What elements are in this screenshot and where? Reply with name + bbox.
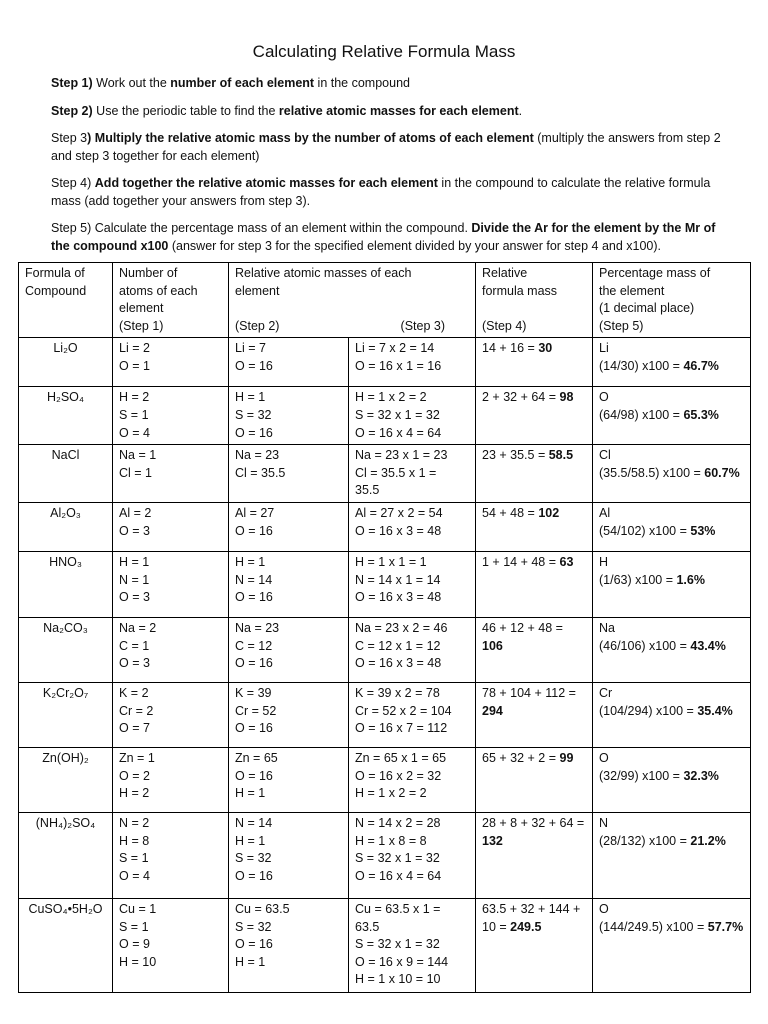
atom-count: H = 2 xyxy=(119,786,150,801)
atomic-mass: O = 16 xyxy=(235,656,273,671)
formula-cell: Na₂CO₃ xyxy=(19,617,113,682)
atom-count: Cr = 2 xyxy=(119,703,154,718)
step-3 xyxy=(51,129,731,165)
table-row xyxy=(19,502,751,551)
step-emphasis: Step 2) xyxy=(51,104,93,118)
formula-mass-sum: 28 + 8 + 32 + 64 = xyxy=(482,815,585,830)
table-row xyxy=(19,682,751,747)
atom-count: Na = 2 xyxy=(119,620,157,635)
formula-mass-result: 132 xyxy=(482,833,503,848)
atomic-mass-cell xyxy=(229,898,349,992)
percentage-result: 1.6% xyxy=(676,572,705,587)
mass-calc-cell xyxy=(349,617,476,682)
formula-mass-cell xyxy=(476,445,593,503)
step-2 xyxy=(51,102,731,120)
atomic-mass: H = 1 xyxy=(235,833,266,848)
mass-calc: Zn = 65 x 1 = 65 xyxy=(355,750,447,765)
atomic-mass: S = 32 xyxy=(235,851,272,866)
formula-cell: K₂Cr₂O₇ xyxy=(19,682,113,747)
percentage-cell xyxy=(593,387,751,445)
mass-calc: O = 16 x 3 = 48 xyxy=(355,656,442,671)
percentage-result: 32.3% xyxy=(683,768,719,783)
percentage-calc: (14/30) x100 = 46.7% xyxy=(599,358,719,373)
step-text: (answer for step 3 for the specified element divided by your answer for step 4 and x100). xyxy=(168,239,662,253)
percentage-element: Al xyxy=(599,505,611,520)
percentage-result: 21.2% xyxy=(690,833,726,848)
atoms-cell xyxy=(113,812,229,898)
atomic-mass: O = 16 xyxy=(235,590,273,605)
atomic-mass-cell xyxy=(229,387,349,445)
atom-count: O = 4 xyxy=(119,425,150,440)
mass-calc: Na = 23 x 2 = 46 xyxy=(355,620,448,635)
mass-calc: O = 16 x 4 = 64 xyxy=(355,868,442,883)
formula-mass-cell xyxy=(476,502,593,551)
mass-calc: O = 16 x 4 = 64 xyxy=(355,425,442,440)
step-text: in the compound to calculate the relative formula mass (add together your answers from step 3). xyxy=(51,176,711,208)
formula-mass-result: 63 xyxy=(559,554,574,569)
step-text: Step 4) xyxy=(51,176,95,190)
mass-calc: C = 12 x 1 = 12 xyxy=(355,638,441,653)
header-step-2: (Step 2) xyxy=(235,318,280,333)
atoms-cell xyxy=(113,682,229,747)
page-title: Calculating Relative Formula Mass xyxy=(252,42,516,61)
percentage-cell xyxy=(593,551,751,617)
formula-mass-result: 98 xyxy=(559,390,574,405)
atom-count: N = 2 xyxy=(119,815,150,830)
atomic-mass: N = 14 xyxy=(235,815,273,830)
atomic-mass-cell xyxy=(229,502,349,551)
mass-calc: Na = 23 x 1 = 23 xyxy=(355,448,448,463)
atom-count: O = 1 xyxy=(119,358,150,373)
percentage-cell xyxy=(593,502,751,551)
header-relative-formula-mass: Relative formula mass (Step 4) xyxy=(476,263,593,338)
formula-mass-cell xyxy=(476,617,593,682)
mass-calc-cell xyxy=(349,747,476,812)
atom-count: Li = 2 xyxy=(119,341,150,356)
mass-calc-cell xyxy=(349,445,476,503)
percentage-result: 43.4% xyxy=(690,638,726,653)
atom-count: H = 8 xyxy=(119,833,150,848)
atomic-mass: O = 16 xyxy=(235,721,273,736)
atoms-cell xyxy=(113,387,229,445)
atom-count: O = 3 xyxy=(119,590,150,605)
percentage-calc: (32/99) x100 = 32.3% xyxy=(599,768,719,783)
atomic-mass: H = 1 xyxy=(235,786,266,801)
mass-calc: K = 39 x 2 = 78 xyxy=(355,685,440,700)
atom-count: Na = 1 xyxy=(119,448,157,463)
formula-mass-result: 102 xyxy=(538,505,560,520)
mass-calc: H = 1 x 8 = 8 xyxy=(355,833,427,848)
percentage-calc: (64/98) x100 = 65.3% xyxy=(599,407,719,422)
atomic-mass: H = 1 xyxy=(235,554,266,569)
percentage-calc: (28/132) x100 = 21.2% xyxy=(599,833,726,848)
percentage-calc: (35.5/58.5) x100 = 60.7% xyxy=(599,465,740,480)
atoms-cell xyxy=(113,898,229,992)
step-text: Use the periodic table to find the xyxy=(92,104,279,118)
formula-mass-result: 58.5 xyxy=(548,448,574,463)
mass-calc: O = 16 x 1 = 16 xyxy=(355,358,442,373)
header-formula: Formula of Compound xyxy=(19,263,113,338)
step-emphasis: Step 1) xyxy=(51,76,93,90)
mass-calc: 35.5 xyxy=(355,483,380,498)
header-atoms: Number of atoms of each element (Step 1) xyxy=(113,263,229,338)
formula-mass-result: 30 xyxy=(538,341,553,356)
atoms-cell xyxy=(113,338,229,387)
mass-calc: 63.5 xyxy=(355,919,380,934)
step-emphasis: Add together the relative atomic masses for each element xyxy=(94,176,438,190)
atom-count: Cu = 1 xyxy=(119,901,157,916)
formula-mass-cell xyxy=(476,812,593,898)
formula-mass-sum: 1 + 14 + 48 = xyxy=(482,554,560,569)
mass-calc: O = 16 x 3 = 48 xyxy=(355,523,442,538)
mass-calc-cell xyxy=(349,551,476,617)
atomic-mass-cell xyxy=(229,617,349,682)
mass-calc-cell xyxy=(349,898,476,992)
formula-cell: Zn(OH)₂ xyxy=(19,747,113,812)
atomic-mass-cell xyxy=(229,812,349,898)
percentage-element: O xyxy=(599,750,609,765)
percentage-element: Cr xyxy=(599,685,613,700)
atomic-mass: Na = 23 xyxy=(235,620,280,635)
percentage-calc: (46/106) x100 = 43.4% xyxy=(599,638,726,653)
atoms-cell xyxy=(113,551,229,617)
percentage-element: H xyxy=(599,554,609,569)
percentage-cell xyxy=(593,445,751,503)
atom-count: O = 3 xyxy=(119,523,150,538)
atom-count: H = 2 xyxy=(119,390,150,405)
formula-cell: (NH₄)₂SO₄ xyxy=(19,812,113,898)
atomic-mass: Zn = 65 xyxy=(235,750,278,765)
atom-count: S = 1 xyxy=(119,851,149,866)
atomic-mass: O = 16 xyxy=(235,768,273,783)
atomic-mass-cell xyxy=(229,338,349,387)
atomic-mass: H = 1 xyxy=(235,390,266,405)
mass-calc: N = 14 x 2 = 28 xyxy=(355,815,441,830)
atom-count: Al = 2 xyxy=(119,505,152,520)
formula-mass-sum: 23 + 35.5 = xyxy=(482,448,549,463)
percentage-calc: (1/63) x100 = 1.6% xyxy=(599,572,705,587)
atomic-mass: C = 12 xyxy=(235,638,273,653)
percentage-cell xyxy=(593,747,751,812)
atoms-cell xyxy=(113,747,229,812)
atom-count: O = 4 xyxy=(119,868,150,883)
formula-mass-result: 99 xyxy=(559,750,574,765)
atomic-mass: O = 16 xyxy=(235,425,273,440)
atomic-mass: Na = 23 xyxy=(235,448,280,463)
formula-mass-sum: 46 + 12 + 48 = xyxy=(482,620,563,635)
formula-mass-cell xyxy=(476,387,593,445)
atomic-mass: H = 1 xyxy=(235,954,266,969)
percentage-element: Na xyxy=(599,620,615,635)
step-emphasis: number of each element xyxy=(170,76,315,90)
step-4 xyxy=(51,174,731,210)
formula-mass-sum: 78 + 104 + 112 = xyxy=(482,685,576,700)
formula-mass-cell xyxy=(476,551,593,617)
mass-calc: Cr = 52 x 2 = 104 xyxy=(355,703,452,718)
atom-count: S = 1 xyxy=(119,407,149,422)
header-relative-atomic-masses: Relative atomic masses of each element (Step 2) (Step 3) xyxy=(229,263,476,338)
atomic-mass: Al = 27 xyxy=(235,505,275,520)
mass-calc-cell xyxy=(349,812,476,898)
mass-calc: H = 1 x 10 = 10 xyxy=(355,972,441,987)
step-text: (multiply the answers from step 2 and step 3 together for each element) xyxy=(51,131,721,163)
atomic-mass: N = 14 xyxy=(235,572,273,587)
percentage-element: Cl xyxy=(599,448,611,463)
mass-calc: S = 32 x 1 = 32 xyxy=(355,851,440,866)
atom-count: Cl = 1 xyxy=(119,465,153,480)
table-row xyxy=(19,338,751,387)
mass-calc-cell xyxy=(349,682,476,747)
mass-calc: Cl = 35.5 x 1 = xyxy=(355,465,437,480)
mass-calc: Al = 27 x 2 = 54 xyxy=(355,505,443,520)
atom-count: N = 1 xyxy=(119,572,150,587)
mass-calc: S = 32 x 1 = 32 xyxy=(355,937,440,952)
atomic-mass: Li = 7 xyxy=(235,341,266,356)
step-1 xyxy=(51,74,731,92)
mass-calc: H = 1 x 2 = 2 xyxy=(355,390,427,405)
step-text: Step 3 xyxy=(51,131,88,145)
atom-count: O = 3 xyxy=(119,656,150,671)
atoms-cell xyxy=(113,445,229,503)
atom-count: O = 2 xyxy=(119,768,150,783)
atom-count: O = 9 xyxy=(119,937,150,952)
atom-count: C = 1 xyxy=(119,638,150,653)
step-emphasis: relative atomic masses for each element xyxy=(278,104,519,118)
atomic-mass: Cr = 52 xyxy=(235,703,277,718)
percentage-result: 57.7% xyxy=(707,919,744,934)
atom-count: K = 2 xyxy=(119,685,149,700)
percentage-calc: (104/294) x100 = 35.4% xyxy=(599,703,733,718)
percentage-result: 46.7% xyxy=(683,358,719,373)
percentage-calc: (144/249.5) x100 = 57.7% xyxy=(599,919,744,934)
step-text: . xyxy=(518,104,523,118)
formula-mass-cell xyxy=(476,898,593,992)
atom-count: Zn = 1 xyxy=(119,750,155,765)
formula-cell: HNO₃ xyxy=(19,551,113,617)
percentage-cell xyxy=(593,898,751,992)
atomic-mass: Cu = 63.5 xyxy=(235,901,290,916)
formula-mass-sum: 65 + 32 + 2 = xyxy=(482,750,560,765)
atoms-cell xyxy=(113,617,229,682)
header-percentage-mass: Percentage mass of the element (1 decimal place) (Step 5) xyxy=(593,263,751,338)
atomic-mass-cell xyxy=(229,445,349,503)
percentage-element: O xyxy=(599,901,609,916)
mass-calc: N = 14 x 1 = 14 xyxy=(355,572,441,587)
atomic-mass: Cl = 35.5 xyxy=(235,465,286,480)
formula-cell: CuSO₄•5H₂O xyxy=(19,898,113,992)
atomic-mass: S = 32 xyxy=(235,919,272,934)
atomic-mass: O = 16 xyxy=(235,523,273,538)
mass-calc: H = 1 x 2 = 2 xyxy=(355,786,427,801)
atomic-mass: O = 16 xyxy=(235,937,273,952)
mass-calc: H = 1 x 1 = 1 xyxy=(355,554,427,569)
step-text: Step 5) Calculate the percentage mass of an element within the compound. xyxy=(51,221,472,235)
percentage-result: 60.7% xyxy=(704,465,740,480)
formula-mass-sum: 2 + 32 + 64 = xyxy=(482,390,560,405)
formula-mass-table xyxy=(18,262,751,993)
percentage-cell xyxy=(593,812,751,898)
formula-mass-cell xyxy=(476,747,593,812)
atoms-cell xyxy=(113,502,229,551)
formula-cell: Li₂O xyxy=(19,338,113,387)
percentage-element: O xyxy=(599,390,609,405)
formula-mass-cell xyxy=(476,682,593,747)
mass-calc: Cu = 63.5 x 1 = xyxy=(355,901,441,916)
atom-count: H = 10 xyxy=(119,954,157,969)
atomic-mass-cell xyxy=(229,747,349,812)
mass-calc: O = 16 x 7 = 112 xyxy=(355,721,448,736)
formula-mass-result: 106 xyxy=(482,638,503,653)
formula-mass-result: 294 xyxy=(482,703,503,718)
atomic-mass-cell xyxy=(229,551,349,617)
table-row xyxy=(19,445,751,503)
mass-calc: S = 32 x 1 = 32 xyxy=(355,407,440,422)
percentage-cell xyxy=(593,682,751,747)
mass-calc: O = 16 x 9 = 144 xyxy=(355,954,449,969)
table-row xyxy=(19,898,751,992)
step-emphasis: ) Multiply the relative atomic mass by the number of atoms of each element xyxy=(87,131,534,145)
percentage-element: N xyxy=(599,815,609,830)
atom-count: H = 1 xyxy=(119,554,150,569)
mass-calc-cell xyxy=(349,338,476,387)
mass-calc-cell xyxy=(349,387,476,445)
mass-calc: O = 16 x 2 = 32 xyxy=(355,768,442,783)
mass-calc-cell xyxy=(349,502,476,551)
percentage-result: 65.3% xyxy=(683,407,719,422)
percentage-calc: (54/102) x100 = 53% xyxy=(599,523,716,538)
formula-cell: Al₂O₃ xyxy=(19,502,113,551)
mass-calc: Li = 7 x 2 = 14 xyxy=(355,341,435,356)
formula-cell: H₂SO₄ xyxy=(19,387,113,445)
formula-mass-sum: 54 + 48 = xyxy=(482,505,539,520)
step-text: in the compound xyxy=(314,76,410,90)
table-row xyxy=(19,747,751,812)
step-emphasis: Divide the Ar for the element by the Mr of the compound x100 xyxy=(51,221,716,253)
percentage-element: Li xyxy=(599,341,609,356)
table-row xyxy=(19,812,751,898)
atom-count: S = 1 xyxy=(119,919,149,934)
step-text: Work out the xyxy=(92,76,171,90)
formula-mass-sum: 63.5 + 32 + 144 + 10 = xyxy=(482,901,581,934)
percentage-result: 53% xyxy=(690,523,716,538)
atomic-mass: O = 16 xyxy=(235,868,273,883)
percentage-cell xyxy=(593,617,751,682)
step-5 xyxy=(51,219,731,255)
table-row xyxy=(19,551,751,617)
formula-mass-cell xyxy=(476,338,593,387)
atomic-mass-cell xyxy=(229,682,349,747)
atomic-mass: S = 32 xyxy=(235,407,272,422)
table-row xyxy=(19,387,751,445)
atomic-mass: K = 39 xyxy=(235,685,272,700)
formula-cell: NaCl xyxy=(19,445,113,503)
header-step-3: (Step 3) xyxy=(400,318,445,333)
table-row xyxy=(19,617,751,682)
mass-calc: O = 16 x 3 = 48 xyxy=(355,590,442,605)
formula-mass-result: 249.5 xyxy=(510,919,542,934)
atom-count: O = 7 xyxy=(119,721,150,736)
percentage-result: 35.4% xyxy=(697,703,733,718)
atomic-mass: O = 16 xyxy=(235,358,273,373)
formula-mass-sum: 14 + 16 = xyxy=(482,341,539,356)
percentage-cell xyxy=(593,338,751,387)
